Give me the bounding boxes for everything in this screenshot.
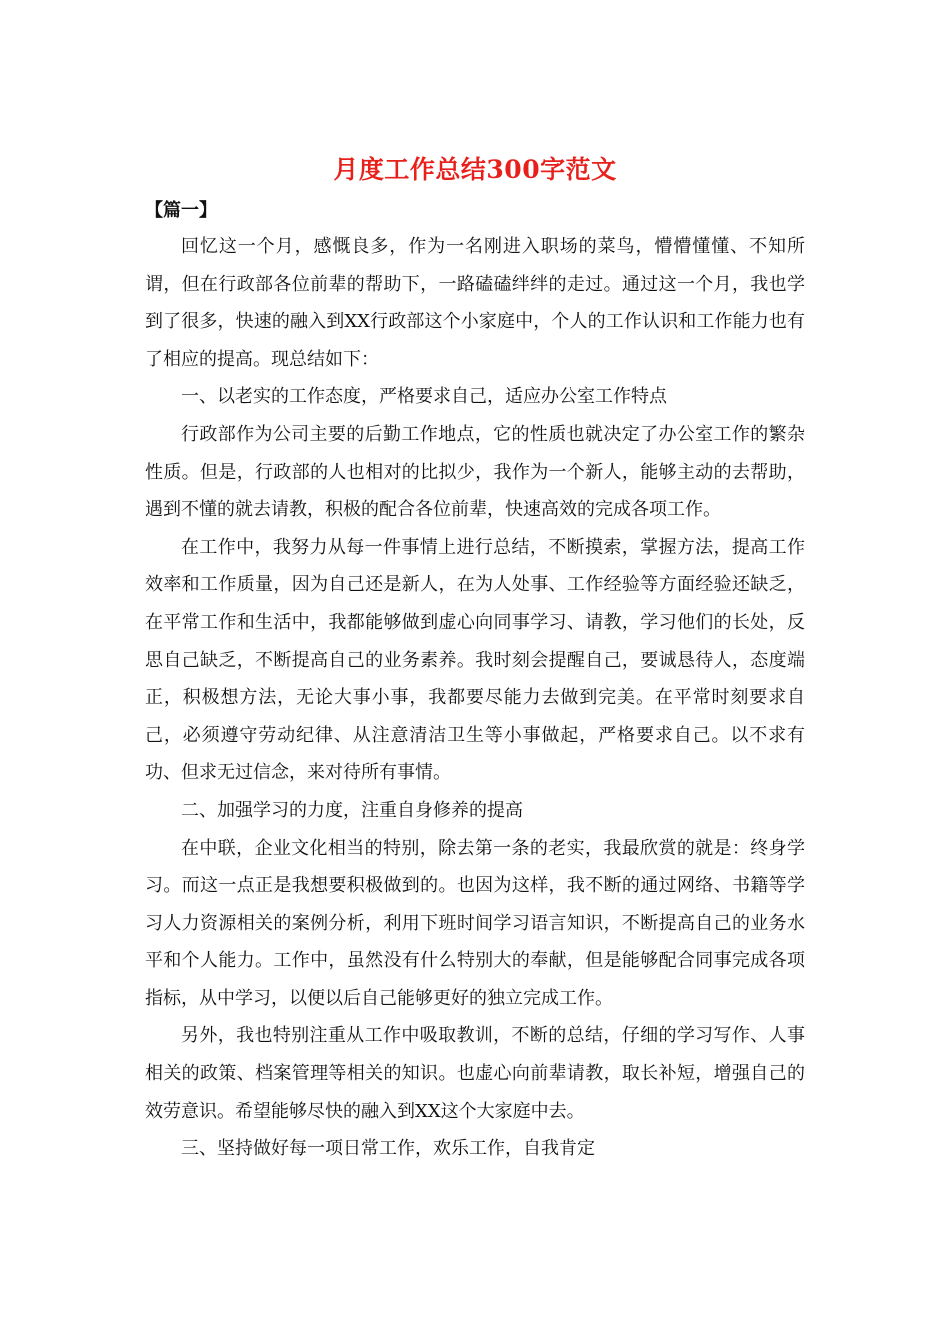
document-body [145,228,805,1168]
document-title: 月度工作总结300字范文 [333,155,617,184]
paragraph-intro: 回忆这一个月，感慨良多，作为一名刚进入职场的菜鸟，懵懵懂懂、不知所谓，但在行政部各位前辈的帮助下，一路磕磕绊绊的走过。通过这一个月，我也学到了很多，快速的融入到XX行政部这个小家庭中，个人的工作认识和工作能力也有了相应的提高。现总结如下： [145,236,805,370]
section-heading-1: 一、以老实的工作态度，严格要求自己，适应办公室工作特点 [181,386,667,408]
section-label: 【篇一】 [145,200,217,221]
paragraph: 另外，我也特别注重从工作中吸取教训，不断的总结，仔细的学习写作、人事相关的政策、档案管理等相关的知识。也虚心向前辈请教，取长补短，增强自己的效劳意识。希望能够尽快的融入到XX这个大家庭中去。 [145,1025,805,1122]
paragraph: 在工作中，我努力从每一件事情上进行总结，不断摸索，掌握方法，提高工作效率和工作质量，因为自己还是新人，在为人处事、工作经验等方面经验还缺乏，在平常工作和生活中，我都能够做到虚心向同事学习、请教，学习他们的长处，反思自己缺乏，不断提高自己的业务素养。我时刻会提醒自己，要诚恳待人，态度端正，积极想方法，无论大事小事，我都要尽能力去做到完美。在平常时刻要求自己，必须遵守劳动纪律、从注意清洁卫生等小事做起，严格要求自己。以不求有功、但求无过信念，来对待所有事情。 [145,536,805,784]
paragraph: 在中联，企业文化相当的特别，除去第一条的老实，我最欣赏的就是：终身学习。而这一点正是我想要积极做到的。也因为这样，我不断的通过网络、书籍等学习人力资源相关的案例分析，利用下班时间学习语言知识，不断提高自己的业务水平和个人能力。工作中，虽然没有什么特别大的奉献，但是能够配合同事完成各项指标，从中学习，以便以后自己能够更好的独立完成工作。 [145,837,805,1009]
paragraph: 行政部作为公司主要的后勤工作地点，它的性质也就决定了办公室工作的繁杂性质。但是，行政部的人也相对的比拟少，我作为一个新人，能够主动的去帮助，遇到不懂的就去请教，积极的配合各位前辈，快速高效的完成各项工作。 [145,423,805,521]
section-heading-3: 三、坚持做好每一项日常工作，欢乐工作，自我肯定 [181,1138,595,1160]
section-heading-2: 二、加强学习的力度，注重自身修养的提高 [181,799,523,821]
